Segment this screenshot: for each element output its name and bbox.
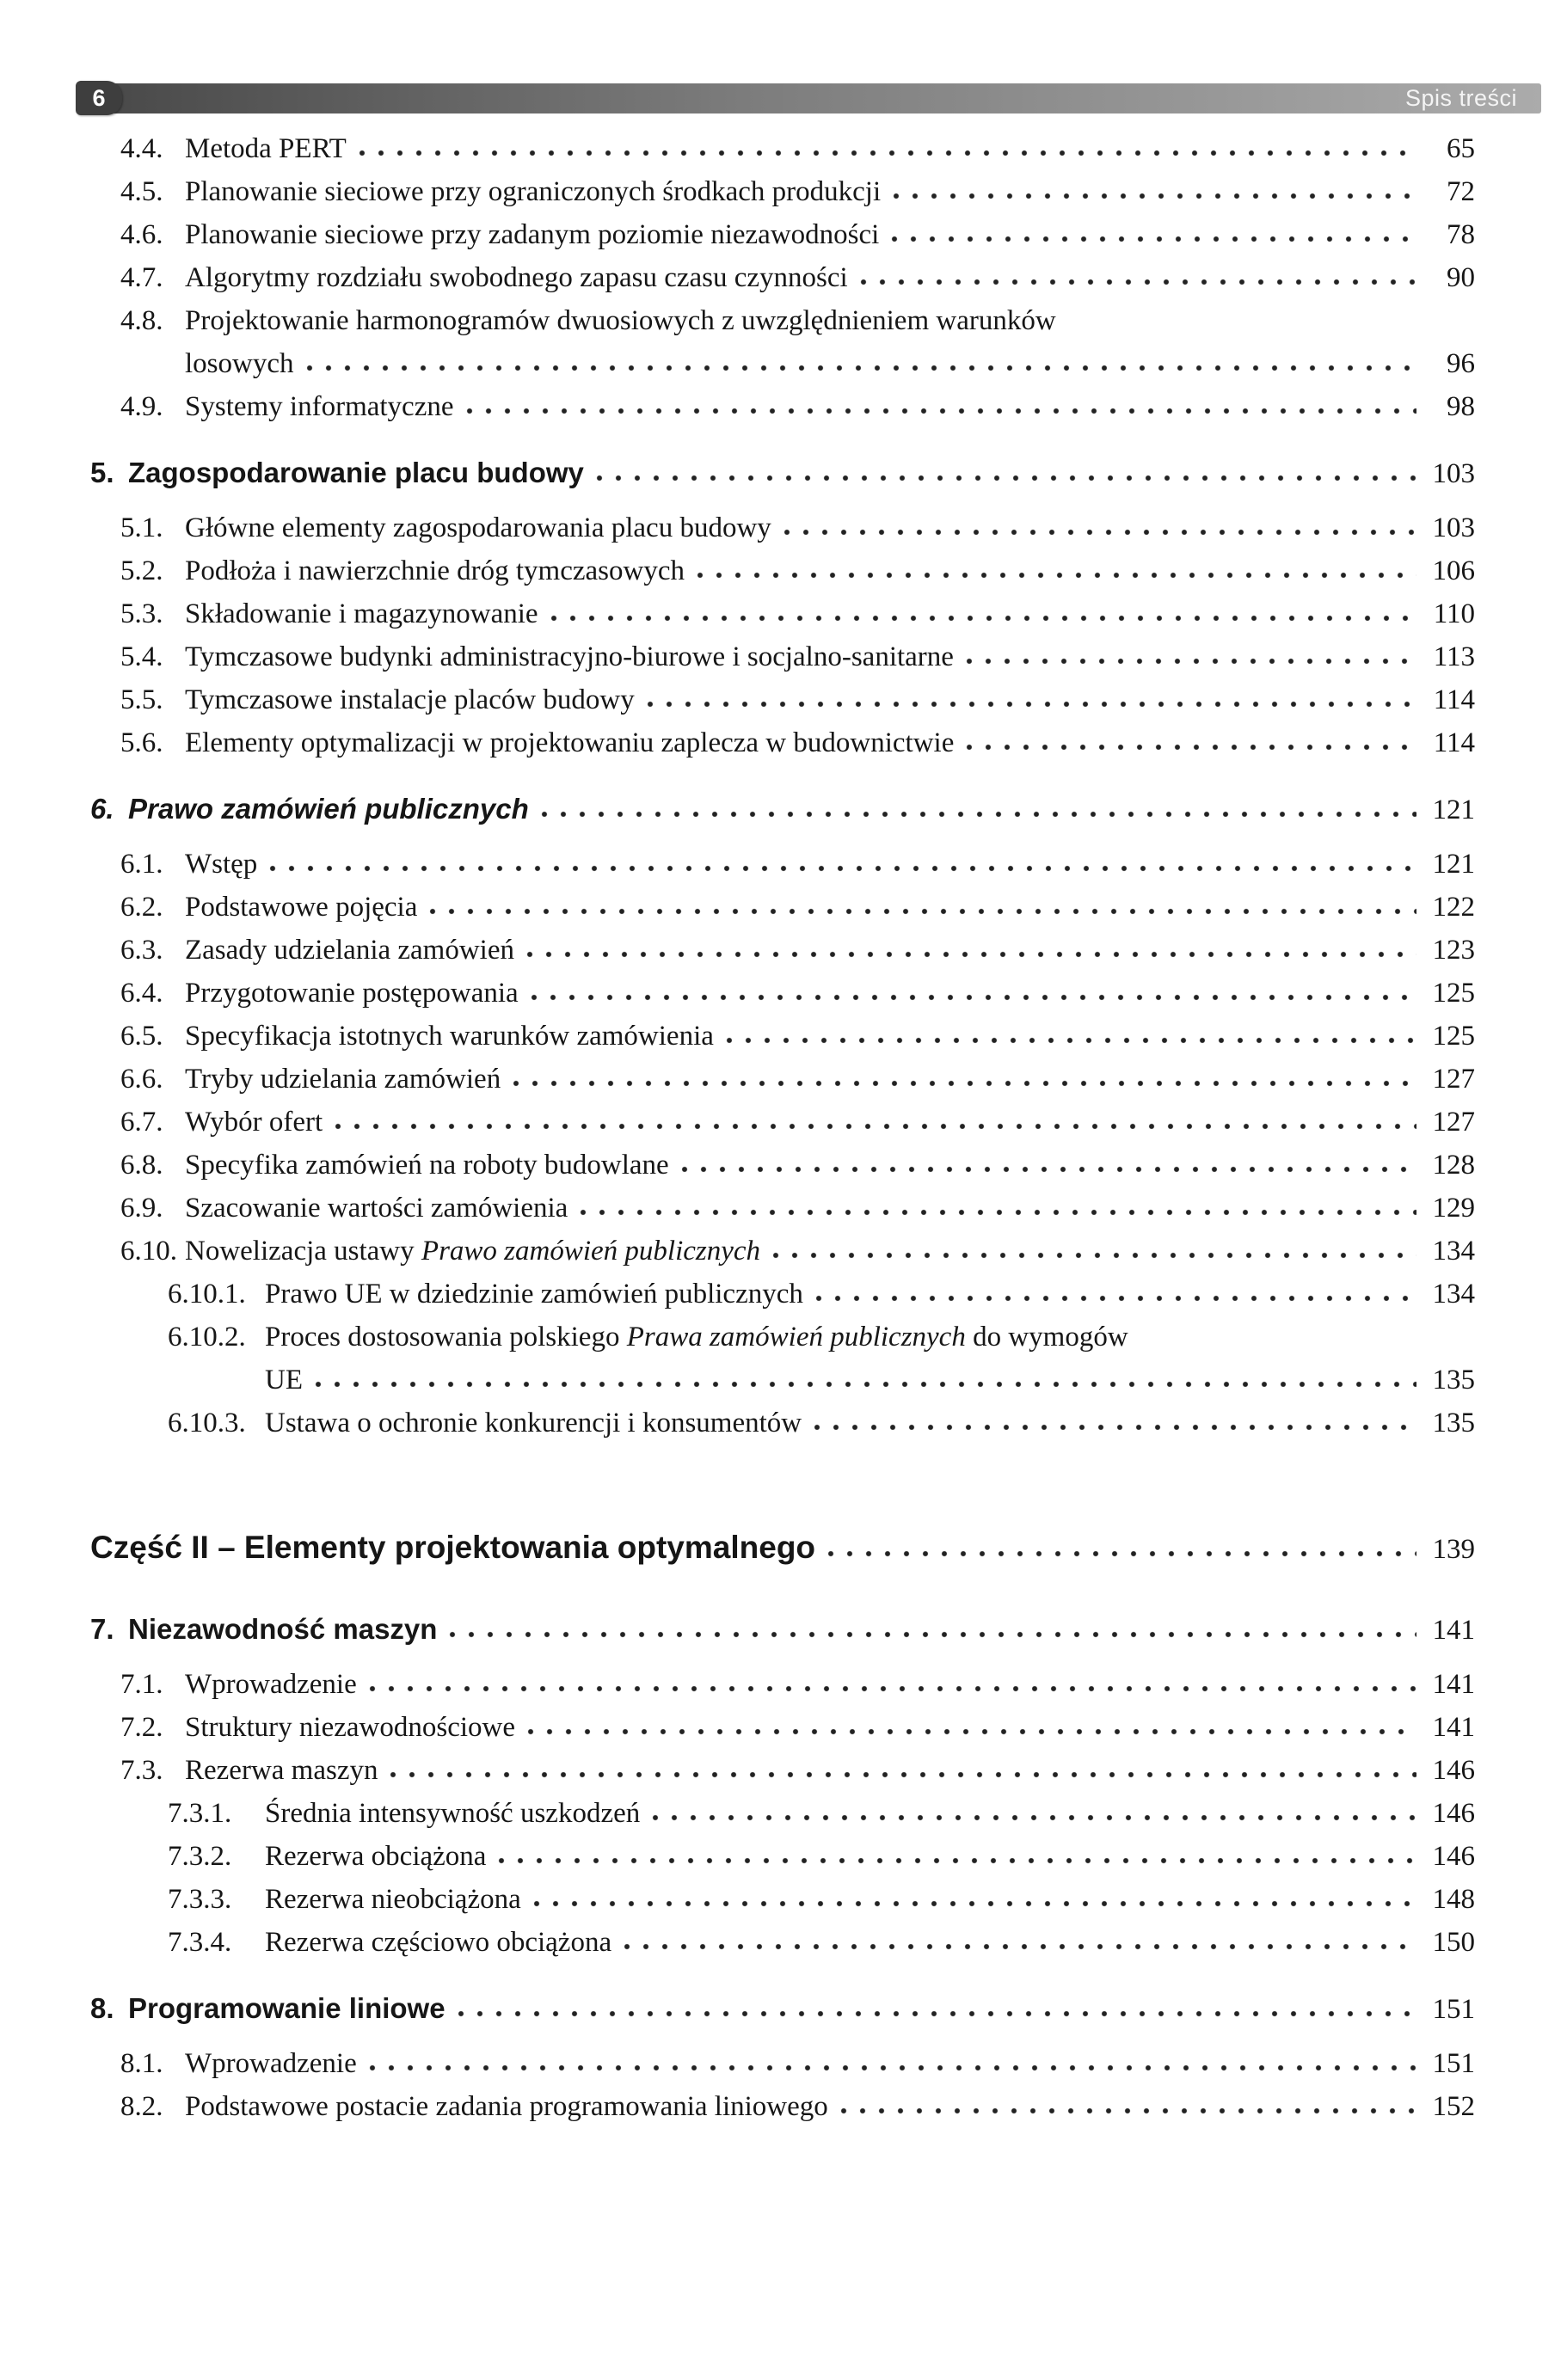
entry-number: 6.2.	[120, 892, 163, 923]
entry-number: 4.6.	[120, 219, 163, 250]
entry-title: Przygotowanie postępowania	[185, 978, 519, 1009]
dot-leader	[526, 929, 1416, 959]
dot-leader	[647, 679, 1416, 708]
page-number-tab	[76, 81, 122, 115]
entry-number: 7.3.1.	[168, 1798, 232, 1829]
toc-line	[168, 1316, 1475, 1359]
dot-leader	[359, 128, 1416, 157]
entry-page-number: 114	[1433, 727, 1475, 758]
entry-number: 7.3.3.	[168, 1884, 232, 1915]
toc-entry-5-4	[90, 635, 1475, 678]
entry-number: 8.	[90, 1992, 114, 2024]
toc-line	[120, 1058, 1475, 1101]
toc-line	[120, 549, 1475, 592]
toc-line	[90, 788, 1475, 831]
entry-title: Projektowanie harmonogramów dwuosiowych z uwzględnieniem warunków	[185, 305, 1056, 336]
toc-line	[120, 127, 1475, 170]
toc-entry-7-3-4	[90, 1921, 1475, 1964]
entry-number: 8.1.	[120, 2048, 163, 2079]
entry-title: Główne elementy zagospodarowania placu budowy	[185, 512, 771, 543]
toc-entry-6-7	[90, 1101, 1475, 1144]
entry-page-number: 65	[1447, 133, 1475, 164]
entry-page-number: 134	[1432, 1236, 1475, 1267]
entry-title: Tymczasowe instalacje placów budowy	[185, 684, 635, 715]
entry-page-number: 129	[1432, 1193, 1475, 1224]
toc-entry-7-3-3	[90, 1878, 1475, 1921]
toc-line	[120, 385, 1475, 428]
toc-entry-7-3-1	[90, 1792, 1475, 1835]
entry-page-number: 128	[1432, 1150, 1475, 1181]
entry-number: 7.3.2.	[168, 1841, 232, 1872]
dot-leader	[814, 1402, 1416, 1432]
entry-title: Systemy informatyczne	[185, 391, 454, 422]
toc-line	[168, 1402, 1475, 1445]
toc-line	[120, 886, 1475, 929]
toc-entry-8-1	[90, 2042, 1475, 2085]
entry-page-number: 135	[1432, 1408, 1475, 1438]
entry-page-number: 106	[1432, 555, 1475, 586]
toc-line	[120, 721, 1475, 764]
entry-title: Podstawowe postacie zadania programowania liniowego	[185, 2091, 828, 2122]
entry-number: 6.10.	[120, 1236, 177, 1267]
toc-line	[168, 1878, 1475, 1921]
toc-entry-5-2	[90, 549, 1475, 592]
dot-leader	[580, 1187, 1416, 1217]
toc-entry-5-3	[90, 592, 1475, 635]
entry-title: Średnia intensywność uszkodzeń	[265, 1798, 641, 1829]
entry-number: 7.	[90, 1613, 114, 1645]
toc-line	[120, 299, 1475, 342]
toc-line	[120, 1706, 1475, 1749]
dot-leader	[513, 1058, 1416, 1088]
entry-title: Elementy optymalizacji w projektowaniu zaplecza w budownictwie	[185, 727, 955, 758]
toc-line	[120, 2085, 1475, 2128]
entry-page-number: 139	[1432, 1534, 1475, 1565]
entry-number: 5.6.	[120, 727, 163, 758]
toc-line	[120, 929, 1475, 972]
toc-entry-4-7	[90, 256, 1475, 299]
entry-page-number: 110	[1433, 598, 1475, 629]
toc-line	[120, 506, 1475, 549]
toc-entry-4-6	[90, 213, 1475, 256]
dot-leader	[860, 257, 1416, 286]
dot-leader	[533, 1879, 1416, 1908]
dot-leader	[596, 453, 1416, 482]
entry-number: 5.3.	[120, 598, 163, 629]
entry-number: 6.10.3.	[168, 1408, 246, 1438]
entry-page-number: 134	[1432, 1279, 1475, 1310]
entry-number: 6.5.	[120, 1021, 163, 1052]
entry-page-number: 152	[1432, 2091, 1475, 2122]
toc-line	[120, 1749, 1475, 1792]
toc-line	[120, 1101, 1475, 1144]
entry-title: Ustawa o ochronie konkurencji i konsumentów	[265, 1408, 802, 1438]
toc-line-continuation	[168, 1359, 1475, 1402]
entry-title: Planowanie sieciowe przy zadanym poziomie niezawodności	[185, 219, 880, 250]
entry-page-number: 72	[1447, 176, 1475, 207]
entry-page-number: 146	[1432, 1798, 1475, 1829]
entry-title: Specyfika zamówień na roboty budowlane	[185, 1150, 669, 1181]
entry-page-number: 121	[1432, 794, 1475, 825]
dot-leader	[390, 1750, 1416, 1779]
entry-number: 7.3.	[120, 1755, 163, 1786]
toc-line	[120, 1663, 1475, 1706]
entry-title: Podłoża i nawierzchnie dróg tymczasowych	[185, 555, 685, 586]
dot-leader	[624, 1922, 1416, 1951]
toc-entry-6-4	[90, 972, 1475, 1015]
entry-page-number: 114	[1433, 684, 1475, 715]
dot-leader	[466, 386, 1416, 415]
entry-page-number: 150	[1432, 1927, 1475, 1958]
toc-entry-6-10	[90, 1230, 1475, 1273]
entry-number: 6.9.	[120, 1193, 163, 1224]
toc-part-heading	[90, 1524, 1475, 1573]
toc-entry-6-8	[90, 1144, 1475, 1187]
toc-line	[90, 1524, 1475, 1573]
dot-leader	[335, 1101, 1416, 1131]
entry-number: 5.4.	[120, 641, 163, 672]
dot-leader	[369, 2043, 1416, 2072]
toc-entry-6-10-3	[90, 1402, 1475, 1445]
entry-page-number: 121	[1432, 849, 1475, 880]
entry-title: Wstęp	[185, 849, 258, 880]
entry-number: 6.7.	[120, 1107, 163, 1138]
toc-line	[120, 2042, 1475, 2085]
toc-line	[120, 1230, 1475, 1273]
toc-line	[120, 843, 1475, 886]
entry-title: Prawo UE w dziedzinie zamówień publicznych	[265, 1279, 803, 1310]
toc-entry-6-1	[90, 843, 1475, 886]
entry-number: 4.5.	[120, 176, 163, 207]
entry-number: 6.1.	[120, 849, 163, 880]
toc	[90, 127, 1475, 2128]
dot-leader	[966, 722, 1416, 751]
toc-line	[120, 1144, 1475, 1187]
toc-entry-4-8	[90, 299, 1475, 385]
toc-entry-6-5	[90, 1015, 1475, 1058]
entry-page-number: 141	[1432, 1669, 1475, 1700]
dot-leader	[840, 2086, 1416, 2115]
entry-page-number: 151	[1432, 2048, 1475, 2079]
dot-leader	[772, 1230, 1416, 1260]
entry-page-number: 103	[1432, 512, 1475, 543]
toc-entry-5-5	[90, 678, 1475, 721]
toc-entry-4-5	[90, 170, 1475, 213]
entry-number: 5.2.	[120, 555, 163, 586]
entry-title: Wprowadzenie	[185, 2048, 357, 2079]
entry-number: 6.6.	[120, 1064, 163, 1095]
dot-leader	[527, 1707, 1416, 1736]
toc-line	[120, 592, 1475, 635]
entry-page-number: 146	[1432, 1841, 1475, 1872]
dot-leader	[449, 1610, 1416, 1639]
toc-entry-6-6	[90, 1058, 1475, 1101]
entry-number: 7.2.	[120, 1712, 163, 1743]
entry-title: Rezerwa nieobciążona	[265, 1884, 521, 1915]
entry-number: 6.10.1.	[168, 1279, 246, 1310]
dot-leader	[966, 636, 1416, 666]
entry-title: Planowanie sieciowe przy ograniczonych środkach produkcji	[185, 176, 882, 207]
entry-page-number: 125	[1432, 1021, 1475, 1052]
dot-leader	[269, 843, 1416, 873]
entry-number: 7.1.	[120, 1669, 163, 1700]
entry-title: Metoda PERT	[185, 133, 347, 164]
entry-number: 4.8.	[120, 305, 163, 336]
entry-title: Tryby udzielania zamówień	[185, 1064, 501, 1095]
dot-leader	[815, 1273, 1416, 1303]
entry-title: Rezerwa obciążona	[265, 1841, 487, 1872]
toc-entry-6-2	[90, 886, 1475, 929]
entry-number: 8.2.	[120, 2091, 163, 2122]
toc-entry-6-3	[90, 929, 1475, 972]
entry-title: Zagospodarowanie placu budowy	[128, 457, 584, 488]
toc-entry-7	[90, 1608, 1475, 1652]
entry-title: Prawo zamówień publicznych	[128, 793, 529, 825]
header-gradient-bar	[114, 83, 1541, 113]
entry-title: Tymczasowe budynki administracyjno-biurowe i socjalno-sanitarne	[185, 641, 954, 672]
entry-number: 4.4.	[120, 133, 163, 164]
toc-line	[90, 451, 1475, 495]
dot-leader	[306, 343, 1417, 372]
toc-line	[120, 635, 1475, 678]
entry-number: 7.3.4.	[168, 1927, 232, 1958]
toc-line	[168, 1921, 1475, 1964]
dot-leader	[550, 593, 1416, 623]
toc-line	[120, 1187, 1475, 1230]
entry-page-number: 98	[1447, 391, 1475, 422]
entry-page-number: 90	[1447, 262, 1475, 293]
toc-entry-6-10-2	[90, 1316, 1475, 1402]
entry-title: Proces dostosowania polskiego Prawa zamówień publicznych do wymogów	[265, 1322, 1128, 1353]
entry-title: Niezawodność maszyn	[128, 1613, 438, 1645]
toc-entry-7-1	[90, 1663, 1475, 1706]
toc-entry-5-1	[90, 506, 1475, 549]
entry-page-number: 96	[1447, 348, 1475, 379]
dot-leader	[541, 789, 1416, 819]
toc-line	[120, 170, 1475, 213]
toc-line	[90, 1608, 1475, 1652]
entry-title: Rezerwa maszyn	[185, 1755, 378, 1786]
entry-title: Rezerwa częściowo obciążona	[265, 1927, 612, 1958]
entry-title: Programowanie liniowe	[128, 1992, 446, 2024]
entry-page-number: 127	[1432, 1107, 1475, 1138]
entry-title-continuation: losowych	[185, 348, 294, 379]
entry-page-number: 125	[1432, 978, 1475, 1009]
page-header	[76, 81, 1541, 115]
toc-entry-8-2	[90, 2085, 1475, 2128]
toc-entry-7-3	[90, 1749, 1475, 1792]
entry-number: 6.10.2.	[168, 1322, 246, 1353]
toc-line	[120, 1015, 1475, 1058]
entry-number: 4.9.	[120, 391, 163, 422]
toc-entry-4-4	[90, 127, 1475, 170]
entry-title: Nowelizacja ustawy Prawo zamówień publicznych	[185, 1236, 761, 1267]
entry-number: 5.	[90, 457, 114, 488]
toc-line	[120, 256, 1475, 299]
dot-leader	[369, 1664, 1416, 1693]
toc-entry-6-9	[90, 1187, 1475, 1230]
entry-number: 5.5.	[120, 684, 163, 715]
entry-title: Specyfikacja istotnych warunków zamówienia	[185, 1021, 714, 1052]
entry-number: 5.1.	[120, 512, 163, 543]
entry-page-number: 122	[1432, 892, 1475, 923]
dot-leader	[458, 1989, 1416, 2018]
entry-page-number: 148	[1432, 1884, 1475, 1915]
toc-entry-8	[90, 1987, 1475, 2031]
dot-leader	[531, 972, 1416, 1002]
toc-line	[168, 1792, 1475, 1835]
entry-page-number: 127	[1432, 1064, 1475, 1095]
toc-entry-5	[90, 451, 1475, 495]
entry-title: Wprowadzenie	[185, 1669, 357, 1700]
entry-title: Część II – Elementy projektowania optymalnego	[90, 1530, 816, 1565]
entry-page-number: 151	[1432, 1994, 1475, 2025]
entry-page-number: 123	[1432, 935, 1475, 966]
entry-title: Podstawowe pojęcia	[185, 892, 418, 923]
toc-entry-6	[90, 788, 1475, 831]
dot-leader	[315, 1359, 1416, 1389]
dot-leader	[891, 214, 1416, 243]
dot-leader	[681, 1144, 1416, 1174]
entry-number: 6.	[90, 793, 114, 825]
entry-page-number: 103	[1432, 458, 1475, 489]
dot-leader	[827, 1529, 1416, 1558]
entry-page-number: 78	[1447, 219, 1475, 250]
entry-title: Zasady udzielania zamówień	[185, 935, 514, 966]
dot-leader	[652, 1793, 1416, 1822]
entry-page-number: 141	[1432, 1615, 1475, 1646]
entry-number: 6.8.	[120, 1150, 163, 1181]
entry-page-number: 135	[1432, 1365, 1475, 1395]
toc-line	[120, 213, 1475, 256]
toc-line	[120, 972, 1475, 1015]
entry-title: Składowanie i magazynowanie	[185, 598, 538, 629]
entry-title: Algorytmy rozdziału swobodnego zapasu czasu czynności	[185, 262, 848, 293]
entry-page-number: 113	[1433, 641, 1475, 672]
toc-entry-5-6	[90, 721, 1475, 764]
dot-leader	[726, 1015, 1416, 1045]
entry-page-number: 146	[1432, 1755, 1475, 1786]
entry-title: Struktury niezawodnościowe	[185, 1712, 515, 1743]
toc-line	[120, 678, 1475, 721]
toc-line	[168, 1835, 1475, 1878]
entry-title: Szacowanie wartości zamówienia	[185, 1193, 568, 1224]
toc-line	[90, 1987, 1475, 2031]
toc-entry-7-2	[90, 1706, 1475, 1749]
dot-leader	[498, 1836, 1416, 1865]
dot-leader	[893, 171, 1416, 200]
page-number: 6	[92, 84, 106, 111]
toc-entry-4-9	[90, 385, 1475, 428]
running-header-title: Spis treści	[1404, 84, 1517, 111]
toc-line-continuation	[120, 342, 1475, 385]
entry-page-number: 141	[1432, 1712, 1475, 1743]
entry-number: 6.3.	[120, 935, 163, 966]
toc-entry-7-3-2	[90, 1835, 1475, 1878]
entry-number: 6.4.	[120, 978, 163, 1009]
dot-leader	[429, 886, 1416, 916]
entry-title: Wybór ofert	[185, 1107, 323, 1138]
dot-leader	[697, 550, 1416, 580]
toc-entry-6-10-1	[90, 1273, 1475, 1316]
toc-line	[168, 1273, 1475, 1316]
entry-number: 4.7.	[120, 262, 163, 293]
dot-leader	[784, 507, 1416, 537]
entry-title-continuation: UE	[265, 1365, 303, 1395]
